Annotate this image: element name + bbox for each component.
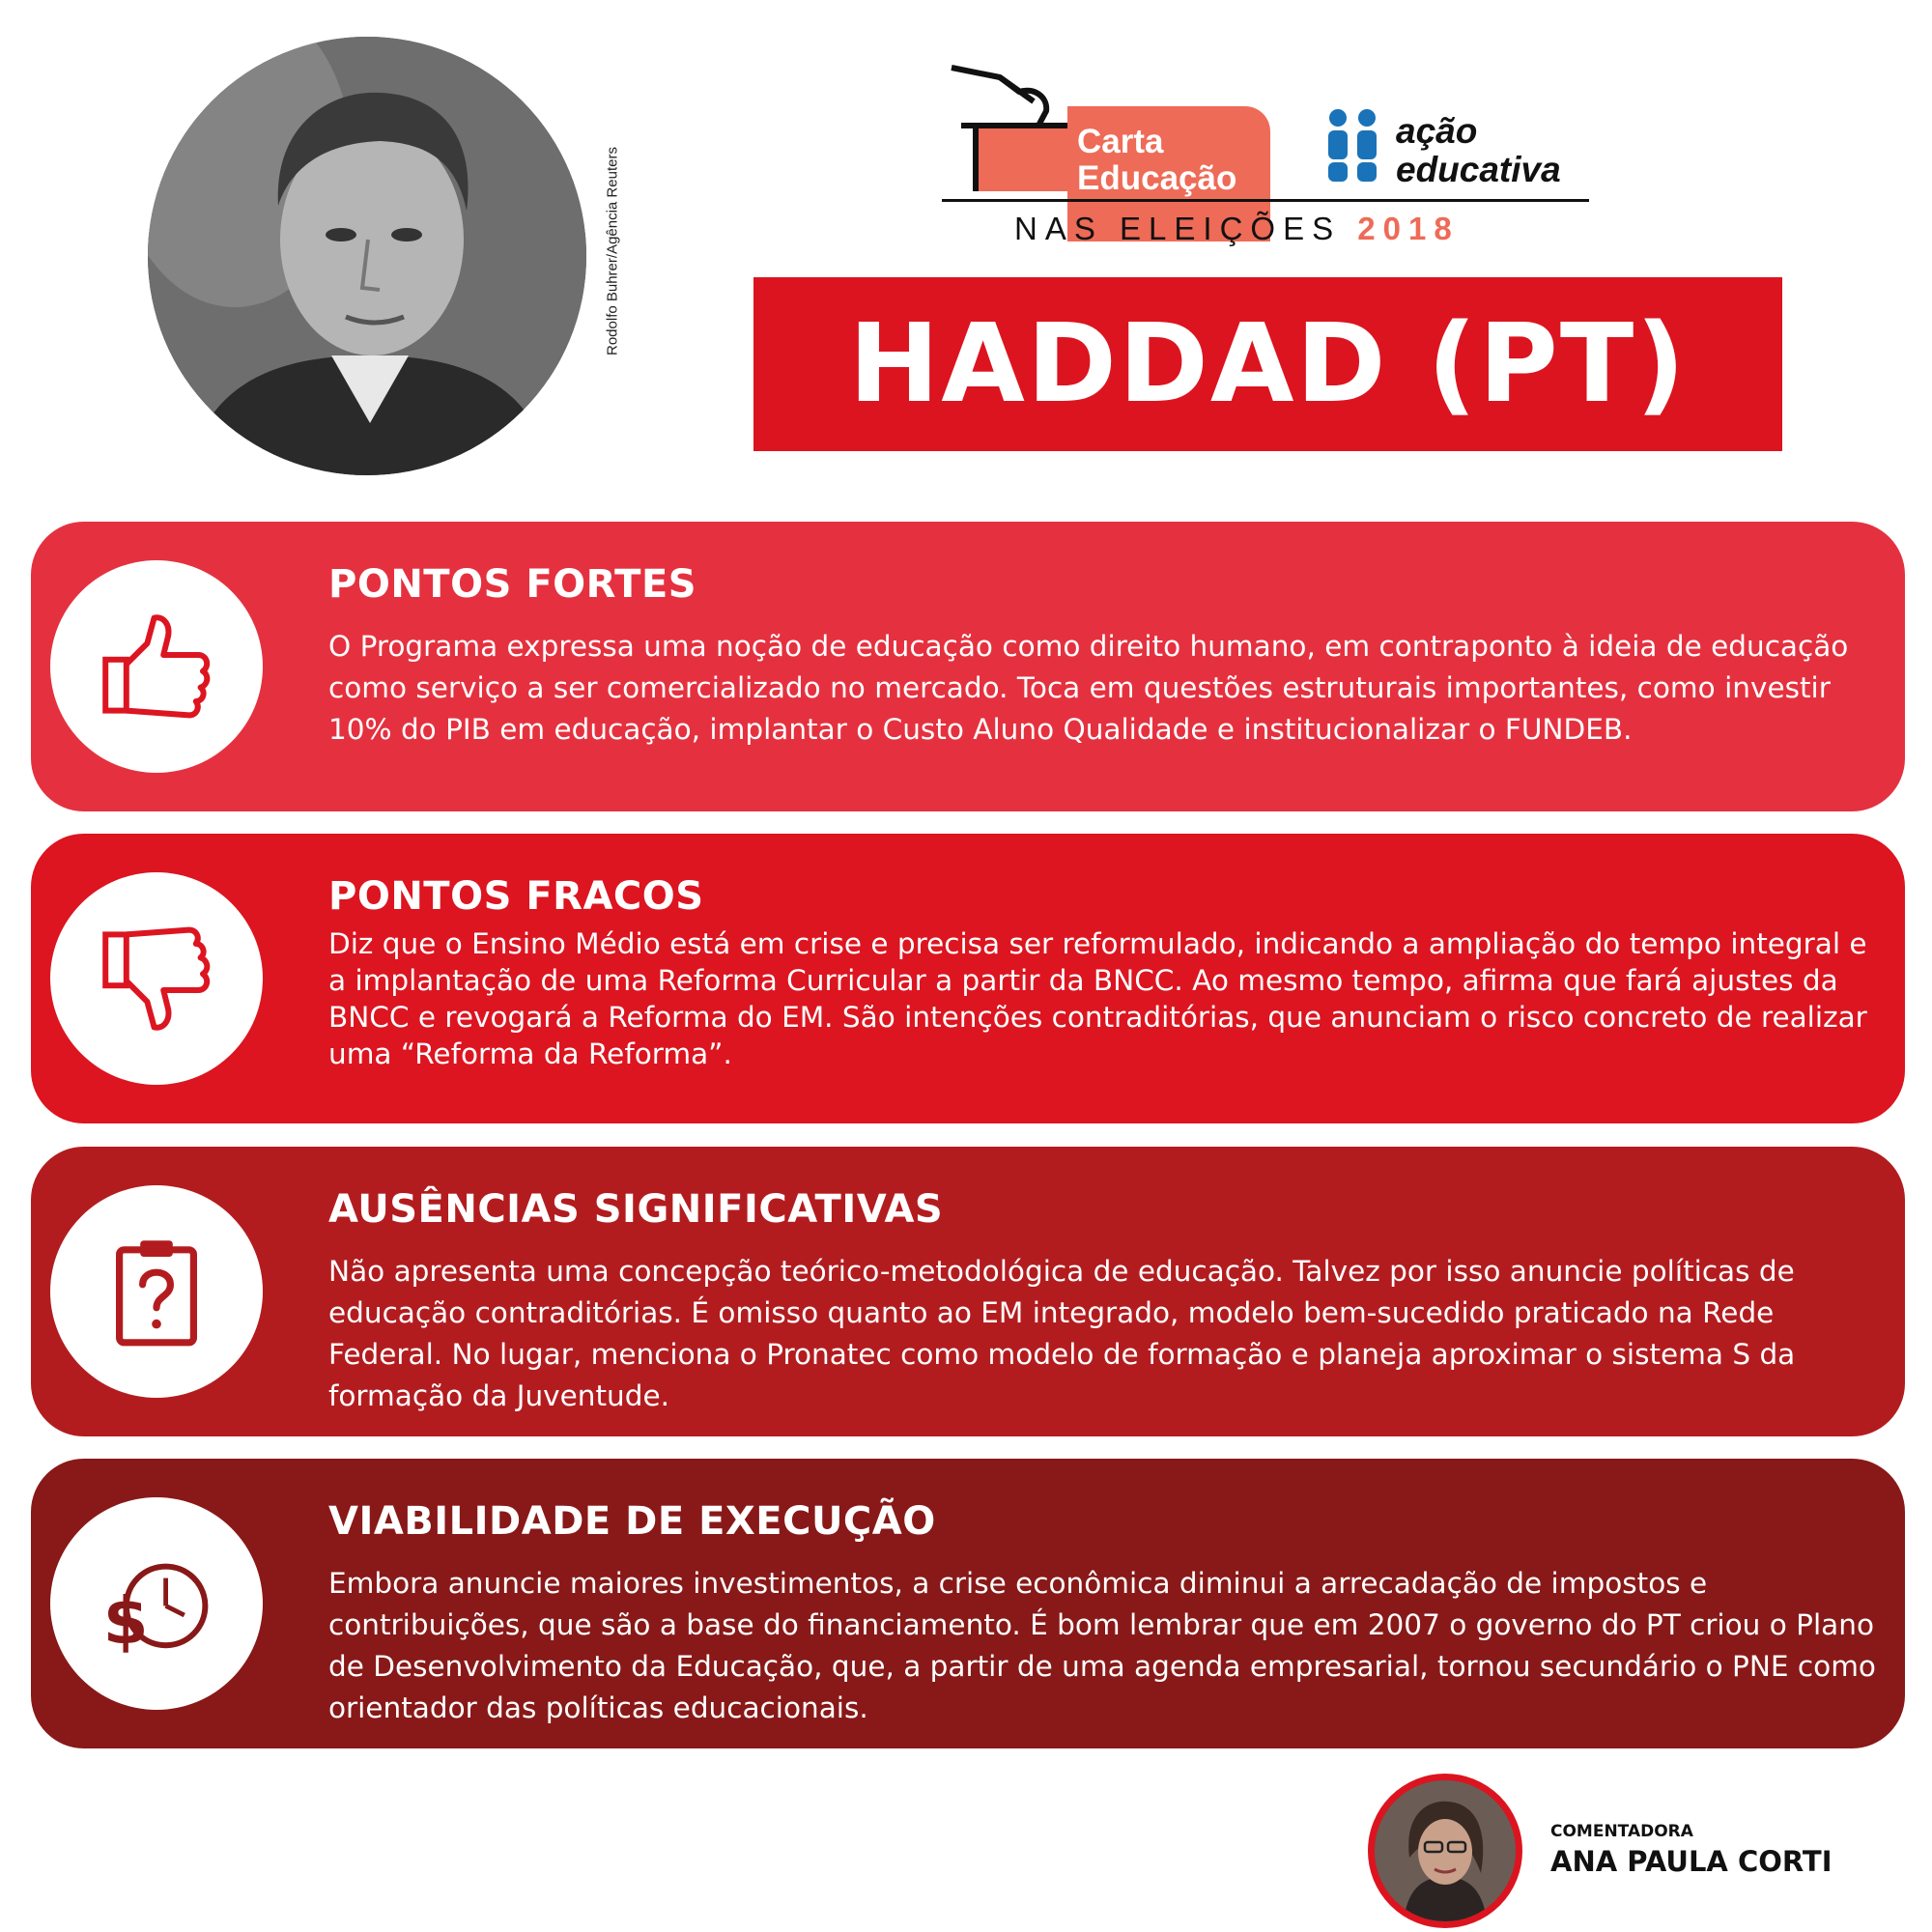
acao-educativa-text bbox=[1396, 112, 1618, 189]
carta-line2: Educação bbox=[1077, 159, 1237, 197]
card-heading: PONTOS FORTES bbox=[328, 562, 697, 607]
acao-line1: ação bbox=[1396, 111, 1478, 151]
card-text: Não apresenta uma concepção teórico-metodológica de educação. Talvez por isso anuncie políticas de educação contraditórias. É omisso quanto ao EM integrado, modelo bem-sucedido praticado na Rede Federal. No lugar, menciona o Pronatec como modelo de formação e planeja aproximar o sistema S da formação da Juventude. bbox=[328, 1255, 1796, 1412]
page-title: HADDAD (PT) bbox=[848, 301, 1688, 427]
card-text: Embora anuncie maiores investimentos, a crise econômica diminui a arrecadação de impostos e contribuições, que são a base do financiamento. É bom lembrar que em 2007 o governo do PT criou o Plano de Desenvolvimento da Educação, que, a partir de uma agenda empresarial, tornou secundário o PNE como orientador das políticas educacionais. bbox=[328, 1567, 1876, 1724]
title-banner bbox=[753, 277, 1782, 451]
candidate-portrait-icon bbox=[148, 37, 586, 475]
acao-line2: educativa bbox=[1396, 150, 1561, 189]
commentator-name: ANA PAULA CORTI bbox=[1550, 1845, 1833, 1878]
carta-line1: Carta bbox=[1077, 123, 1164, 160]
acao-educativa-icon bbox=[1323, 106, 1381, 184]
card-heading: AUSÊNCIAS SIGNIFICATIVAS bbox=[328, 1187, 944, 1232]
brand-logo bbox=[942, 58, 1618, 261]
card-viabilidade-execucao bbox=[31, 1459, 1905, 1748]
card-text: Diz que o Ensino Médio está em crise e precisa ser reformulado, indicando a ampliação do tempo integral e a implantação de uma Reforma Curricular a partir da BNCC. Ao mesmo tempo, afirma que fará ajustes da BNCC e revogará a Reforma do EM. São intenções contraditórias, que anunciam o risco concreto de realizar uma “Reforma da Reforma”. bbox=[328, 927, 1867, 1070]
icon-badge bbox=[50, 1497, 263, 1710]
commentator-label: COMENTADORA bbox=[1550, 1822, 1693, 1841]
icon-badge bbox=[50, 872, 263, 1085]
card-heading: VIABILIDADE DE EXECUÇÃO bbox=[328, 1499, 936, 1544]
ballot-hand-icon bbox=[942, 58, 1087, 193]
elections-year: 2018 bbox=[1357, 211, 1460, 246]
commentator-portrait-icon bbox=[1375, 1780, 1516, 1921]
card-heading: PONTOS FRACOS bbox=[328, 874, 704, 919]
card-pontos-fortes bbox=[31, 522, 1905, 811]
icon-badge bbox=[50, 1185, 263, 1398]
icon-badge bbox=[50, 560, 263, 773]
photo-credit: Rodolfo Buhrer/Agência Reuters bbox=[604, 147, 621, 355]
elections-caption bbox=[1014, 211, 1555, 247]
clipboard-question-icon bbox=[99, 1234, 214, 1350]
card-ausencias-significativas bbox=[31, 1147, 1905, 1436]
svg-text:$: $ bbox=[102, 1582, 149, 1659]
card-pontos-fracos bbox=[31, 834, 1905, 1123]
brand-divider bbox=[942, 199, 1589, 202]
commentator-avatar bbox=[1368, 1774, 1522, 1928]
money-clock-icon bbox=[99, 1546, 214, 1662]
elections-text: NAS ELEIÇÕES bbox=[1014, 211, 1342, 246]
thumbs-up-icon bbox=[99, 609, 214, 724]
thumbs-down-icon bbox=[99, 921, 214, 1037]
candidate-photo bbox=[148, 37, 586, 475]
card-text: O Programa expressa uma noção de educação como direito humano, em contraponto à ideia de educação como serviço a ser comercializado no mercado. Toca em questões estruturais importantes, como investir 10% do PIB em educação, implantar o Custo Aluno Qualidade e institucionalizar o FUNDEB. bbox=[328, 630, 1849, 746]
